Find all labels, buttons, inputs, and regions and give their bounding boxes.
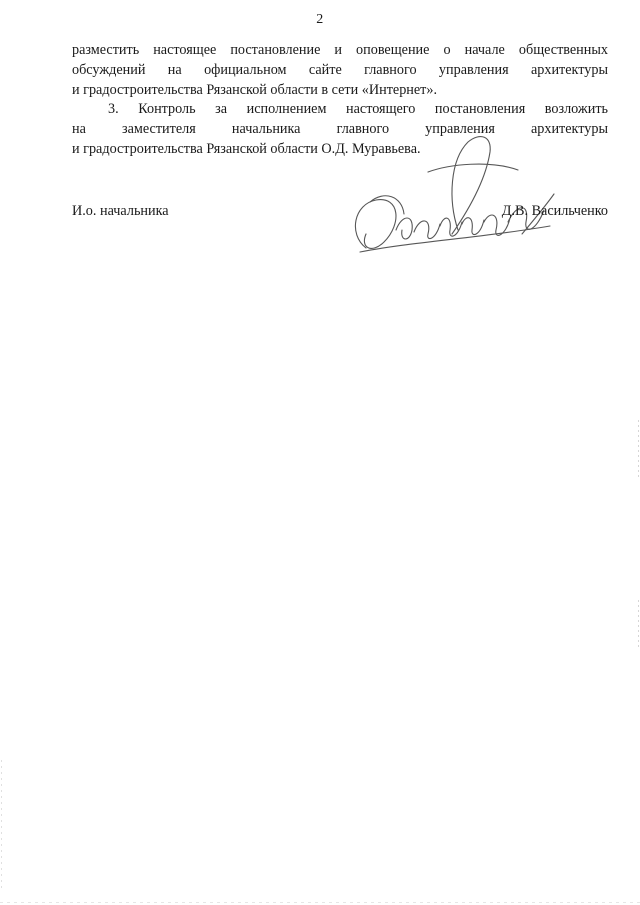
text-line: и градостроительства Рязанской области в сети «Интернет». (72, 82, 438, 98)
paragraph-2-continuation (72, 40, 608, 100)
page-number: 2 (316, 12, 324, 27)
text-line: разместить настоящее постановление и оповещение о начале общественных (72, 42, 608, 58)
scan-artifact (0, 902, 640, 903)
text-line: обсуждений на официальном сайте главного управления архитектуры (72, 62, 608, 78)
signatory-name: Д.В. Васильченко (501, 203, 608, 219)
text-line: и градостроительства Рязанской области О.Д. Муравьева. (72, 141, 421, 157)
scan-artifact (638, 600, 639, 650)
signatory-title: И.о. начальника (72, 203, 169, 219)
scan-artifact (1, 760, 2, 890)
handwritten-signature (340, 130, 560, 270)
text-line: 3. Контроль за исполнением настоящего постановления возложить (108, 101, 608, 117)
text-line: на заместителя начальника главного управления архитектуры (72, 121, 608, 137)
scan-artifact (638, 420, 639, 480)
signature-block (72, 200, 608, 260)
